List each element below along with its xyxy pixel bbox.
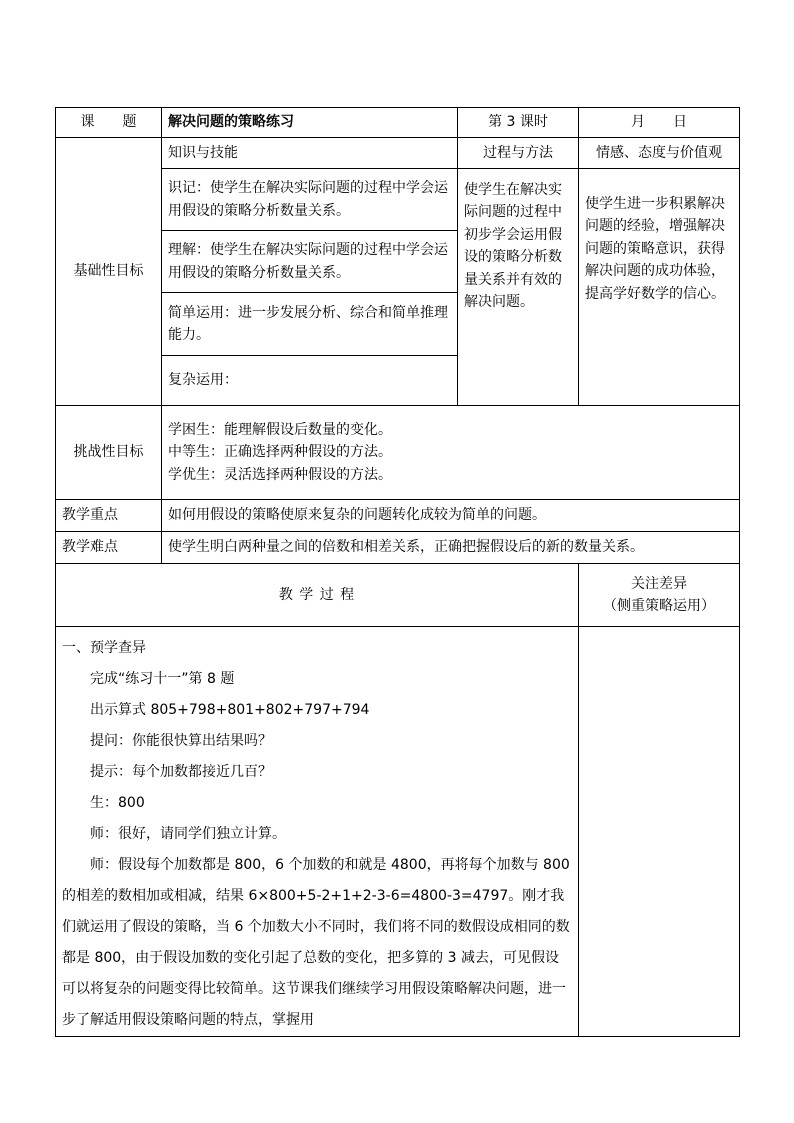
difficulty-text: 使学生明白两种量之间的倍数和相差关系，正确把握假设后的新的数量关系。 xyxy=(162,532,740,564)
differences-subtitle: （侧重策略运用） xyxy=(603,598,715,614)
emotion-values-header: 情感、态度与价值观 xyxy=(579,138,740,169)
knowledge-memorize: 识记：使学生在解决实际问题的过程中学会运用假设的策略分析数量关系。 xyxy=(162,169,458,231)
knowledge-understand: 理解：使学生在解决实际问题的过程中学会运用假设的策略分析数量关系。 xyxy=(162,231,458,293)
challenge-goals-label: 挑战性目标 xyxy=(56,406,162,500)
challenge-goals-text xyxy=(162,406,740,500)
challenge-line-weak: 学困生：能理解假设后数量的变化。 xyxy=(168,421,392,438)
emotion-values-text: 使学生进一步积累解决问题的经验，增强解决问题的策略意识，获得解决问题的成功体验，提高学好数学的信心。 xyxy=(579,169,740,406)
difficulty-label: 教学难点 xyxy=(56,532,162,564)
lesson-plan-table xyxy=(55,107,740,1037)
differences-title: 关注差异 xyxy=(631,575,687,592)
lesson-number: 第 3 课时 xyxy=(458,108,579,138)
process-line: 出示算式 805+798+801+802+797+794 xyxy=(90,702,370,718)
process-line: 师：很好，请同学们独立计算。 xyxy=(90,826,286,842)
process-methods-text: 使学生在解决实际问题的过程中初步学会运用假设的策略分析数量关系并有效的解决问题。 xyxy=(458,169,579,406)
process-line: 提示：每个加数都接近几百？ xyxy=(90,764,272,780)
knowledge-skills-header: 知识与技能 xyxy=(162,138,458,169)
teaching-process-title: 教 学 过 程 xyxy=(56,564,579,627)
process-line: 提问：你能很快算出结果吗？ xyxy=(90,733,272,749)
basic-goals-label: 基础性目标 xyxy=(56,138,162,406)
process-methods-header: 过程与方法 xyxy=(458,138,579,169)
knowledge-simple-use: 简单运用：进一步发展分析、综合和简单推理能力。 xyxy=(162,293,458,356)
lesson-title: 解决问题的策略练习 xyxy=(162,108,458,138)
focus-label: 教学重点 xyxy=(56,500,162,532)
teaching-process-body xyxy=(56,627,579,1037)
challenge-line-strong: 学优生：灵活选择两种假设的方法。 xyxy=(168,466,392,483)
knowledge-complex-use: 复杂运用： xyxy=(162,356,458,406)
differences-header xyxy=(579,564,740,627)
challenge-line-middle: 中等生：正确选择两种假设的方法。 xyxy=(168,444,392,461)
topic-label: 课 题 xyxy=(56,108,162,138)
focus-text: 如何用假设的策略使原来复杂的问题转化成较为简单的问题。 xyxy=(162,500,740,532)
process-line: 完成“练习十一”第 8 题 xyxy=(90,671,235,687)
lesson-date: 月 日 xyxy=(579,108,740,138)
section-heading: 一、预学查异 xyxy=(62,640,146,656)
process-line: 生：800 xyxy=(90,795,145,811)
differences-notes xyxy=(579,627,740,1037)
process-paragraph: 师：假设每个加数都是 800，6 个加数的和就是 4800，再将每个加数与 800 的相差的数相加或相减，结果 6×800+5-2+1+2-3-6=4800-3=4797。刚才我们就运用了假设的策略，当 6 个加数大小不同时，我们将不同的数假设成相同的数都是 800，由于假设加数的变化引起了总数的变化，把多算的 3 减去，可见假设可以将复杂的问题变得比较简单。这节课我们继续学习用假设策略解决问题，进一步了解适用假设策略问题的特点，掌握用 xyxy=(62,857,570,1028)
